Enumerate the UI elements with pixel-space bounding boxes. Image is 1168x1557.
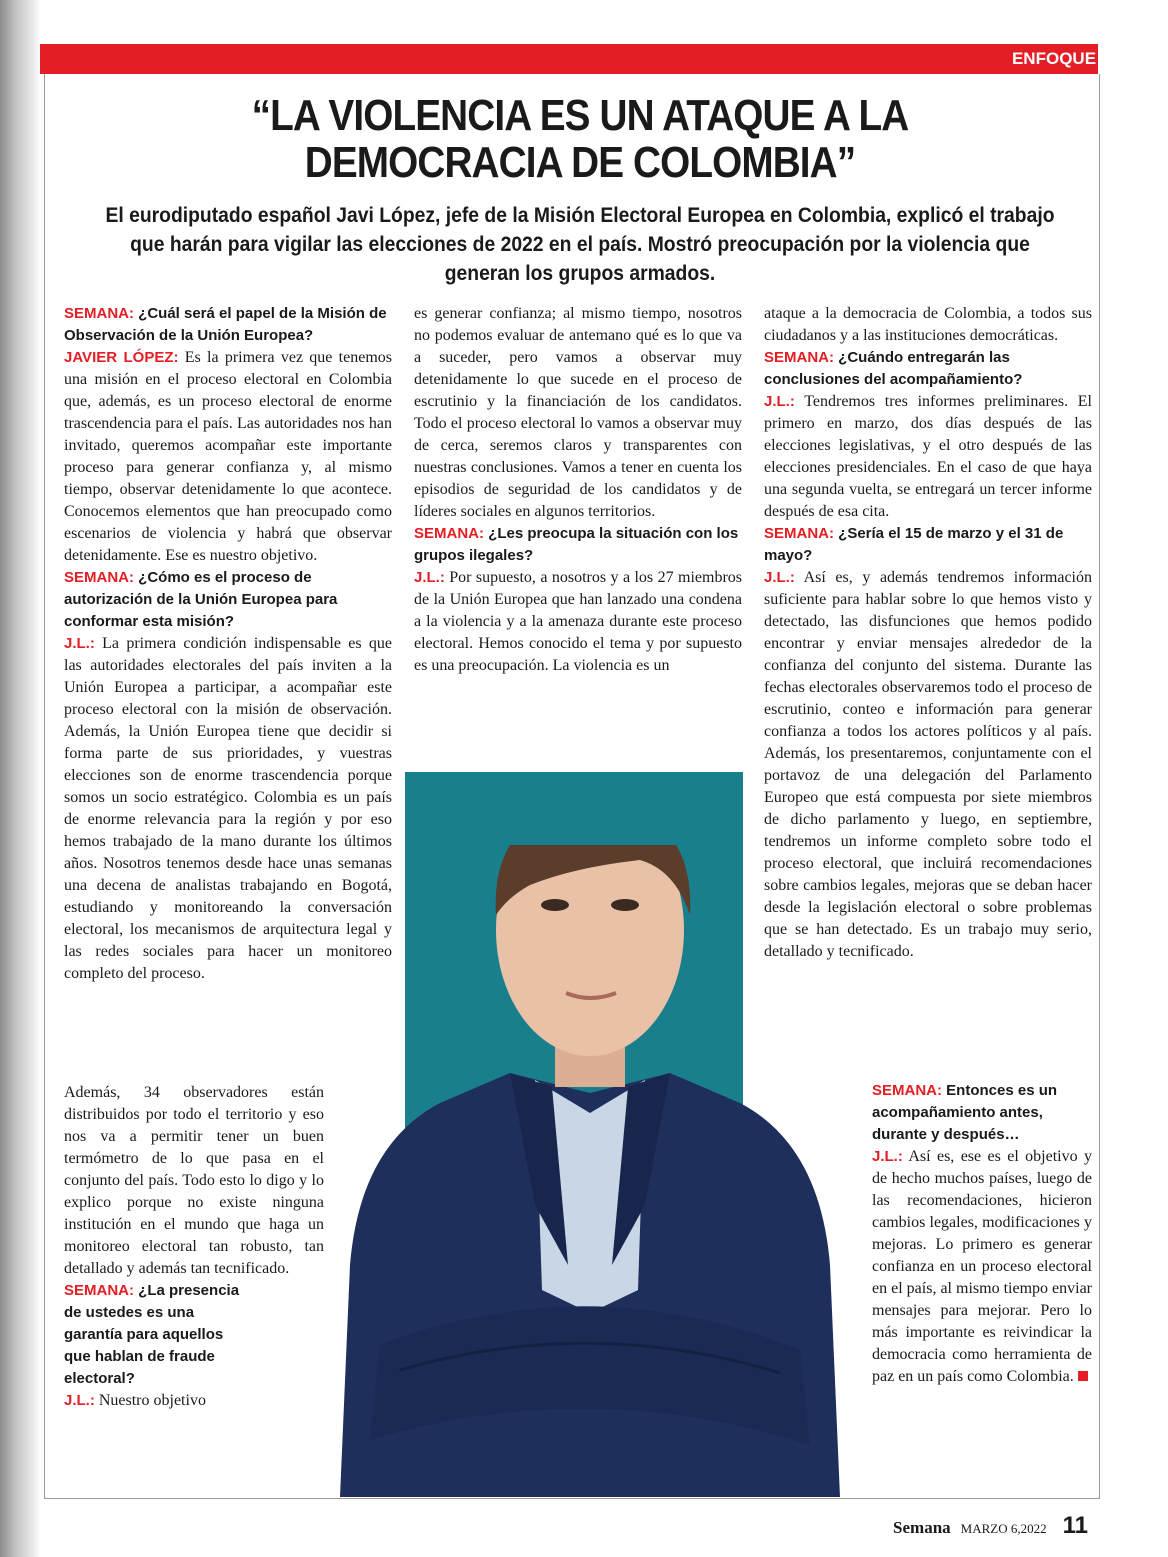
answer-continued: es generar confianza; al mismo tiempo, nosotros no podemos evaluar de antemano qué es lo que va a suceder, pero vamos a observar muy detenidamente lo que sucede en el proceso de escrutinio y la financiación de los candidatos. Todo el proceso electoral lo vamos a observar muy de cerca, seremos claros y transparentes con nuestras conclusiones. Vamos a tener en cuenta los episodios de seguridad de los candidatos y de líderes sociales en algunos territorios.	[414, 305, 742, 520]
question: SEMANA: ¿Cómo es el proceso de autorización de la Unión Europea para conformar esta misión?	[64, 569, 338, 630]
page-number: 11	[1062, 1512, 1088, 1539]
page-footer	[893, 1512, 1088, 1540]
answer: J.L.: La primera condición indispensable es que las autoridades electorales del país inviten a la Unión Europea a participar, a acompañar este proceso electoral con la misión de observación. Además, la Unión Europea tiene que decidir si forma parte de sus prioridades, y vuestras elecciones son de enorme trascendencia porque somos un socio estratégico. Colombia es un país de enorme relevancia para la región y por eso hemos trabajado de la mano durante los últimos años. Nosotros tenemos desde hace unas semanas una decena de analistas trabajando en Bogotá, estudiando y monitoreando la conversación electoral, los mecanismos de arquitectura legal y las redes sociales para hacer un monitoreo completo del proceso.	[64, 635, 392, 982]
answer: J.L.: Así es, y además tendremos información suficiente para hablar sobre lo que hemos visto y detectado, las disfunciones que hemos podido encontrar y enviar mensajes alrededor de la confianza del conjunto del sistema. Durante las fechas electorales observaremos todo el proceso de escrutinio, conteo e información para generar confianza a todos los actores políticos y al país. Además, los presentaremos, conjuntamente con el portavoz de una delegación del Parlamento Europeo que está compuesta por siete miembros de dicho parlamento y luego, en septiembre, tendremos un informe completo sobre todo el proceso electoral, que incluirá recomendaciones sobre cambios legales, mejoras que se deban hacer desde la legislación electoral o sobre problemas que se han detectado. Es un trabajo muy serio, detallado y tecnificado.	[764, 569, 1092, 960]
end-mark-icon	[1078, 1371, 1088, 1381]
question: SEMANA: ¿Cuándo entregarán las conclusiones del acompañamiento?	[764, 349, 1023, 388]
column-3-lower	[872, 1080, 1092, 1388]
question: SEMANA: ¿Sería el 15 de marzo y el 31 de mayo?	[764, 525, 1064, 564]
answer: J.L.: Por supuesto, a nosotros y a los 27 miembros de la Unión Europea que han lanzado una condena a la violencia y a la amenaza durante este proceso electoral. Hemos conocido el tema y por supuesto es una preocupación. La violencia es un	[414, 569, 742, 674]
answer: JAVIER LÓPEZ: Es la primera vez que tenemos una misión en el proceso electoral en Colombia que, además, es un proceso electoral de enorme trascendencia para el país. Las autoridades nos han invitado, queremos acompañar este importante proceso para generar confianza y, al mismo tiempo, observar detenidamente lo que acontece. Conocemos elementos que han preocupado como escenarios de violencia y habrá que observar detenidamente. Ese es nuestro objetivo.	[64, 349, 392, 564]
speaker-label: J.L.:	[764, 569, 795, 586]
column-1-lower	[64, 1082, 324, 1412]
speaker-label: J.L.:	[64, 635, 95, 652]
headline: “LA VIOLENCIA ES UN ATAQUE A LA DEMOCRACIA DE COLOMBIA”	[251, 91, 909, 187]
speaker-label: SEMANA:	[64, 569, 134, 586]
page-binding-shadow	[0, 0, 40, 1557]
answer-continued: ataque a la democracia de Colombia, a todos sus ciudadanos y a las instituciones democráticas.	[764, 305, 1092, 344]
section-tag: ENFOQUE	[1010, 44, 1098, 74]
column-3	[764, 303, 1092, 963]
answer: J.L.: Así es, ese es el objetivo y de hecho muchos países, luego de las recomendaciones, hicieron cambios legales, modificaciones y mejoras. Lo primero es generar confianza en un proceso electoral en el país, al mismo tiempo enviar mensajes para mejorar. Pero lo más importante es reivindicar la democracia como herramienta de paz en un país como Colombia.	[872, 1148, 1092, 1385]
speaker-label: SEMANA:	[414, 525, 484, 542]
section-bar	[40, 44, 1098, 74]
answer: J.L.: Nuestro objetivo	[64, 1392, 206, 1409]
speaker-label: SEMANA:	[872, 1082, 942, 1099]
speaker-label: J.L.:	[872, 1148, 903, 1165]
speaker-label: SEMANA:	[764, 525, 834, 542]
speaker-label: J.L.:	[414, 569, 445, 586]
question: SEMANA: ¿La presencia de ustedes es una garantía para aquellos que hablan de fraude electoral?	[64, 1282, 240, 1387]
question: SEMANA: ¿Les preocupa la situación con los grupos ilegales?	[414, 525, 739, 564]
speaker-label: J.L.:	[764, 393, 795, 410]
speaker-label: J.L.:	[64, 1392, 95, 1409]
question: SEMANA: ¿Cuál será el papel de la Misión de Observación de la Unión Europea?	[64, 305, 387, 344]
question: SEMANA: Entonces es un acompañamiento antes, durante y después…	[872, 1082, 1058, 1143]
answer-continued: Además, 34 observadores están distribuidos por todo el territorio y eso nos va a permitir tener un buen termómetro de lo que pasa en el conjunto del país. Todo esto lo digo y lo explico porque no existe ninguna institución en el mundo que haga un monitoreo electoral tan robusto, tan detallado y además tan tecnificado.	[64, 1084, 324, 1277]
speaker-label: SEMANA:	[764, 349, 834, 366]
speaker-label: JAVIER LÓPEZ:	[64, 349, 179, 366]
magazine-name: Semana	[893, 1518, 951, 1537]
speaker-label: SEMANA:	[64, 305, 134, 322]
issue-date: MARZO 6,2022	[960, 1521, 1047, 1536]
speaker-label: SEMANA:	[64, 1282, 134, 1299]
answer: J.L.: Tendremos tres informes preliminares. El primero en marzo, dos días después de las elecciones legislativas, y el otro después de las elecciones presidenciales. En el caso de que haya una segunda vuelta, se entregará un tercer informe después de esa cita.	[764, 393, 1092, 520]
deck: El eurodiputado español Javi López, jefe de la Misión Electoral Europea en Colombia, explicó el trabajo que harán para vigilar las elecciones de 2022 en el país. Mostró preocupación por la violencia que generan los grupos armados.	[105, 204, 1055, 285]
column-2	[414, 303, 742, 677]
